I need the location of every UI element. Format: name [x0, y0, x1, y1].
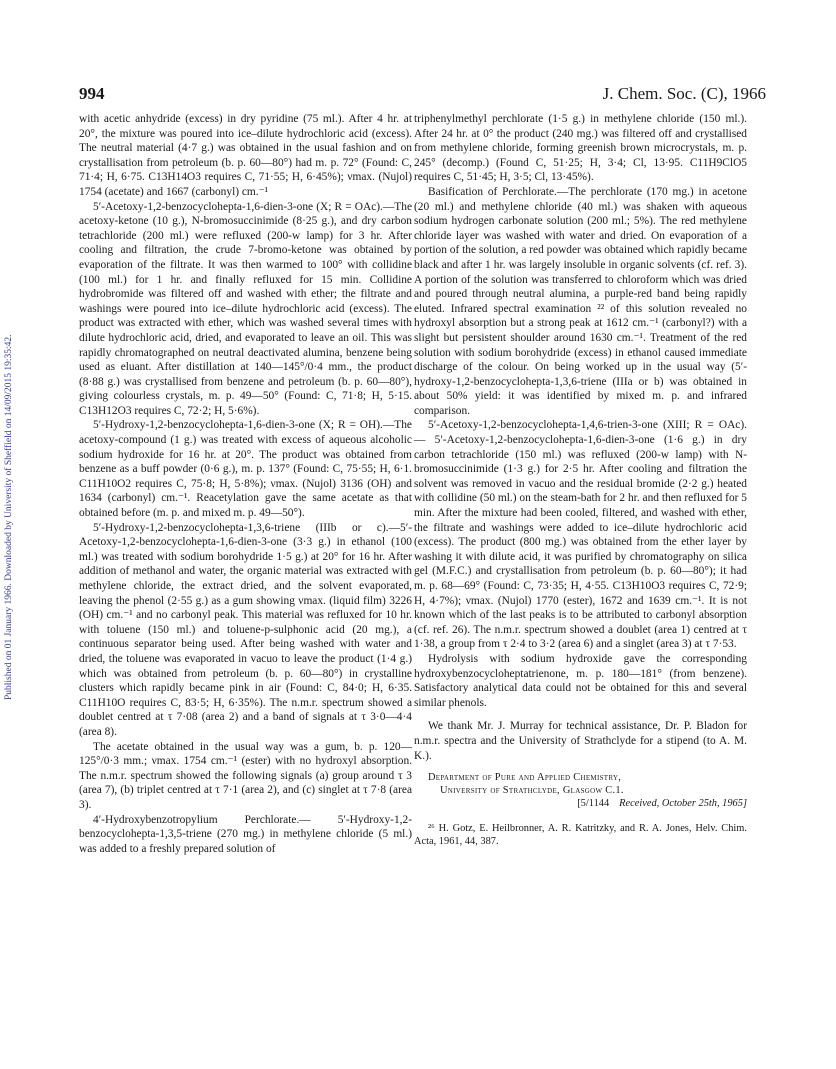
received-date: Received, October 25th, 1965]: [619, 798, 747, 810]
paragraph: 5′-Acetoxy-1,2-benzocyclohepta-1,6-dien-3-one (X; R = OAc).—The acetoxy-ketone (10 g.), N-bromosuccinimide (8·25 g.), and dry carbon tetrachloride (200 ml.) were refluxed (200-w lamp) for 3 hr. After cooling and filtration, the crude 7-bromo-ketone was obtained by evaporation of the filtrate. It was then warmed to 100° with collidine (100 ml.) for 1 hr. and finally refluxed for 15 min. Collidine hydrobromide was filtered off and washed with ether; the filtrate and washings were poured into ice–dilute hydrochloric acid (excess). The product was extracted with ether, which was washed several times with dilute hydrochloric acid, dried, and evaporated to leave an oil. This was rapidly chromatographed on neutral deactivated alumina, benzene being used as eluant. After distillation at 140—145°/0·4 mm., the product (8·88 g.) was crystallised from benzene and petroleum (b. p. 60—80°), giving colourless crystals, m. p. 49—50° (Found: C, 71·8; H, 5·15. C13H12O3 requires C, 72·2; H, 5·6%).: [79, 200, 412, 417]
paragraph: 4′-Hydroxybenzotropylium Perchlorate.— 5′-Hydroxy-1,2-benzocyclohepta-1,3,5-triene (270 mg.) in methylene chloride (5 ml.) was added to a freshly prepared solution of: [79, 813, 412, 855]
paragraph: 5′-Acetoxy-1,2-benzocyclohepta-1,4,6-trien-3-one (XIII; R = OAc).— 5′-Acetoxy-1,2-benzocyclohepta-1,6-dien-3-one (1·6 g.) in dry carbon tetrachloride (150 ml.) was refluxed (200-w lamp) with N-bromosuccinimide (1·3 g.) for 2·5 hr. After cooling and filtration the solvent was removed in vacuo and the residual bromide (2·2 g.) heated with collidine (50 ml.) on the steam-bath for 2 hr. and then refluxed for 5 min. After the mixture had been cooled, filtered, and washed with ether, the filtrate and washings were added to ice–dilute hydrochloric acid (excess). The product (800 mg.) was obtained from the ether layer by washing it with dilute acid, it was purified by chromatography on silica gel (M.F.C.) and crystallisation from petroleum (b. p. 60—80°); it had m. p. 68—69° (Found: C, 73·35; H, 4·55. C13H10O3 requires C, 72·9; H, 4·7%); νmax. (Nujol) 1770 (ester), 1672 and 1639 cm.⁻¹. It is not known which of the last peaks is to be attributed to carbonyl absorption (cf. ref. 26). The n.m.r. spectrum showed a doublet (area 1) centred at τ 1·38, a group from τ 2·4 to 3·2 (area 6) and a singlet (area 3) at τ 7·53.: [414, 419, 747, 651]
paragraph: 5′-Hydroxy-1,2-benzocyclohepta-1,3,6-triene (IIIb or c).—5′-Acetoxy-1,2-benzocyclohepta-1,6-dien-3-one (3·3 g.) in ethanol (100 ml.) was treated with sodium borohydride 1·5 g.) at 20° for 16 hr. After addition of methanol and water, the organic material was extracted with methylene chloride, the extract dried, and the solvent evaporated, leaving the phenol (2·55 g.) as a gum showing νmax. (liquid film) 3226 (OH) cm.⁻¹ and no carbonyl peak. This material was refluxed for 10 hr. with toluene (150 ml.) and toluene-p-sulphonic acid (20 mg.), a continuous separator being used. After being washed with water and dried, the toluene was evaporated in vacuo to leave the product (1·4 g.) which was obtained from petroleum (b. p. 60—80°) in crystalline clusters which rapidly became pink in air (Found: C, 84·0; H, 6·35. C11H10O requires C, 83·5; H, 6·35%). The n.m.r. spectrum showed a doublet centred at τ 7·08 (area 2) and a band of signals at τ 3·0—4·4 (area 8).: [79, 521, 412, 738]
paragraph: The acetate obtained in the usual way was a gum, b. p. 120—125°/0·3 mm.; νmax. 1754 cm.⁻¹ (ester) with no hydroxyl absorption. The n.m.r. spectrum showed the following signals (a) group around τ 3 (area 7), (b) triplet centred at τ 7·1 (area 2), and (c) singlet at τ 7·8 (area 3).: [79, 740, 412, 811]
affiliation-department: Department of Pure and Applied Chemistry,: [428, 772, 622, 784]
paragraph: with acetic anhydride (excess) in dry pyridine (75 ml.). After 4 hr. at 20°, the mixture was poured into ice–dilute hydrochloric acid (excess). The neutral material (4·7 g.) was obtained in the usual fashion and on crystallisation from petroleum (b. p. 60—80°) had m. p. 72° (Found: C, 71·4; H, 6·75. C13H14O3 requires C, 71·55; H, 6·45%); νmax. (Nujol) 1754 (acetate) and 1667 (carbonyl) cm.⁻¹: [79, 113, 412, 198]
right-column: [414, 112, 747, 848]
reference-number: [5/1144: [577, 798, 610, 810]
left-column: [79, 112, 412, 856]
received-line: [414, 797, 747, 810]
paragraph: Hydrolysis with sodium hydroxide gave the corresponding hydroxybenzocycloheptatrienone, m. p. 180—181° (from benzene). Satisfactory analytical data could not be obtained for this and several similar phenols.: [414, 652, 747, 709]
journal-title: J. Chem. Soc. (C), 1966: [602, 84, 766, 103]
paragraph: triphenylmethyl perchlorate (1·5 g.) in methylene chloride (150 ml.). After 24 hr. at 0° the product (240 mg.) was filtered off and crystallised from methylene chloride, forming greenish brown microcrystals, m. p. 245° (decomp.) (Found C, 51·25; H, 3·4; Cl, 13·95. C11H9ClO5 requires C, 51·45; H, 3·5; Cl, 13·45%).: [414, 113, 747, 184]
affiliation-university: University of Strathclyde, Glasgow C.1.: [440, 785, 624, 797]
publication-watermark: Published on 01 January 1966. Downloaded by University of Sheffield on 14/09/2015 19:35:42.: [4, 334, 14, 700]
affiliation: [414, 771, 747, 810]
paragraph: 5′-Hydroxy-1,2-benzocyclohepta-1,6-dien-3-one (X; R = OH).—The acetoxy-compound (1 g.) was treated with excess of aqueous alcoholic sodium hydroxide for 16 hr. at 20°. The product was obtained from benzene as a buff powder (0·6 g.), m. p. 137° (Found: C, 75·55; H, 6·1. C11H10O2 requires C, 75·8; H, 5·8%); νmax. (Nujol) 3136 (OH) and 1634 (carbonyl) cm.⁻¹. Reacetylation gave the same acetate as that obtained before (m. p. and mixed m. p. 49—50°).: [79, 419, 412, 520]
acknowledgement: We thank Mr. J. Murray for technical assistance, Dr. P. Bladon for n.m.r. spectra and the University of Strathclyde for a stipend (to A. M. K.).: [414, 720, 747, 762]
page-number: 994: [79, 84, 105, 103]
footnote: ²⁶ H. Gotz, E. Heilbronner, A. R. Katritzky, and R. A. Jones, Helv. Chim. Acta, 1961, 44, 387.: [414, 823, 747, 848]
paragraph: Basification of Perchlorate.—The perchlorate (170 mg.) in acetone (20 ml.) and methylene chloride (40 ml.) was shaken with aqueous sodium hydrogen carbonate solution (200 ml.; 5%). The red methylene chloride layer was washed with water and dried. On evaporation of a portion of the solution, a red powder was obtained which rapidly became black and after 1 hr. was largely insoluble in organic solvents (cf. ref. 3). A portion of the solution was transferred to chloroform which was dried and poured through neutral alumina, a purple-red band being rapidly eluted. Infrared spectral examination ²² of this solution revealed no hydroxyl absorption but a strong peak at 1612 cm.⁻¹ (carbonyl?) with a slight but persistent shoulder around 1630 cm.⁻¹. Treatment of the red solution with sodium borohydride (excess) in ethanol caused immediate discharge of the colour. On being worked up in the usual way (5′-hydroxy-1,2-benzocyclohepta-1,3,6-triene (IIIa or b) was obtained in about 50% yield: it was identified by mixed m. p. and infrared comparison.: [414, 185, 747, 417]
